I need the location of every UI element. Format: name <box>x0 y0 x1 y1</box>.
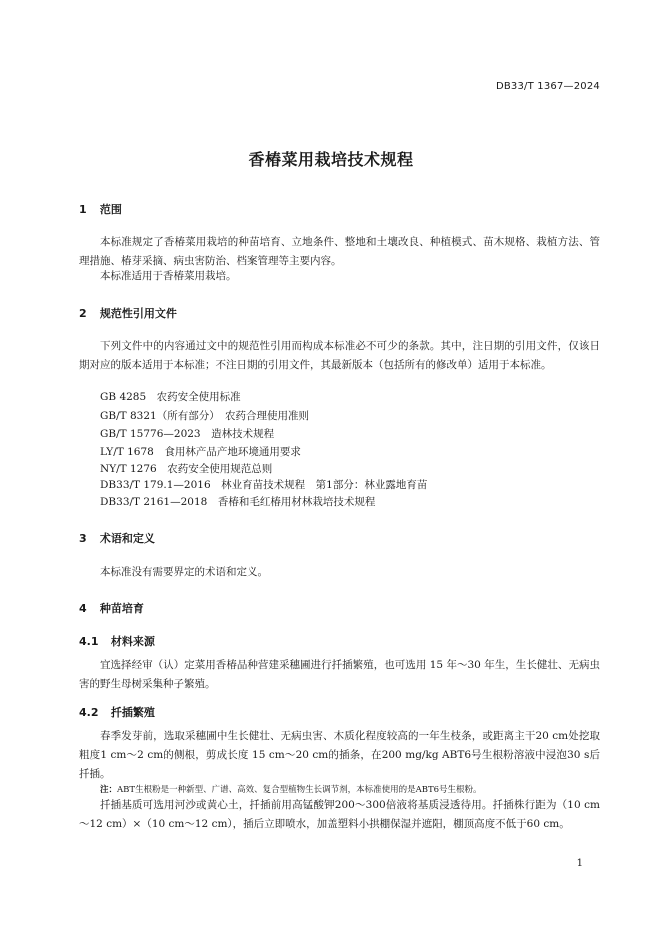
note <box>100 783 600 795</box>
section-number: 2 <box>79 307 87 320</box>
section-1-heading <box>79 201 122 217</box>
section-4-1-paragraph-1: 宜选择经审（认）定菜用香椿品种营建采穗圃进行扦插繁殖，也可选用 15 年～30 年生，生长健壮、无病虫害的野生母树采集种子繁殖。 <box>79 659 600 690</box>
subsection-number: 4.2 <box>79 706 99 719</box>
section-4-heading <box>79 600 144 616</box>
reference-item: GB/T 15776—2023 造林技术规程 <box>100 428 275 440</box>
note-text: ABT生根粉是一种新型、广谱、高效、复合型植物生长调节剂，本标准使用的是ABT6号生根粉。 <box>117 785 482 795</box>
subsection-title: 扦插繁殖 <box>110 706 155 719</box>
subsection-title: 材料来源 <box>110 635 155 648</box>
section-number: 3 <box>79 532 87 545</box>
standard-code: DB33/T 1367—2024 <box>495 81 600 92</box>
section-number: 1 <box>79 203 87 216</box>
section-title: 种苗培育 <box>99 602 144 615</box>
section-1-paragraph-1: 本标准规定了香椿菜用栽培的种苗培育、立地条件、整地和土壤改良、种植模式、苗木规格、栽植方法、管理措施、椿芽采摘、病虫害防治、档案管理等主要内容。 <box>79 236 600 267</box>
reference-item: GB/T 8321（所有部分） 农药合理使用准则 <box>100 410 309 422</box>
document-title: 香椿菜用栽培技术规程 <box>248 150 414 169</box>
section-4-2-paragraph-2: 扦插基质可选用河沙或黄心土，扦插前用高锰酸钾200～300倍液将基质浸透待用。扦插株行距为（10 cm～12 cm）×（10 cm～12 cm），插后立即喷水，加盖塑料小拱棚保湿并遮阳，棚顶高度不低于60 cm。 <box>79 799 600 830</box>
reference-item: NY/T 1276 农药安全使用规范总则 <box>100 463 273 475</box>
section-3-paragraph-1: 本标准没有需要界定的术语和定义。 <box>100 566 268 578</box>
section-2-heading <box>79 305 177 321</box>
reference-item: DB33/T 179.1—2016 林业育苗技术规程 第1部分：林业露地育苗 <box>100 479 428 491</box>
section-4-2-paragraph-1: 春季发芽前，选取采穗圃中生长健壮、无病虫害、木质化程度较高的一年生枝条，或距离主干20 cm处挖取粗度1 cm～2 cm的侧根，剪成长度 15 cm～20 cm的插条，在200 mg/kg ABT6号生根粉溶液中浸泡30 s后扦插。 <box>79 730 600 780</box>
section-number: 4 <box>79 602 87 615</box>
reference-item: LY/T 1678 食用林产品产地环境通用要求 <box>100 446 301 458</box>
page-number: 1 <box>576 858 583 869</box>
section-4-1-heading <box>79 633 155 649</box>
section-1-paragraph-2: 本标准适用于香椿菜用栽培。 <box>100 270 237 282</box>
subsection-number: 4.1 <box>79 635 99 648</box>
reference-item: DB33/T 2161—2018 香椿和毛红椿用材林栽培技术规程 <box>100 496 376 508</box>
section-title: 规范性引用文件 <box>99 307 177 320</box>
section-title: 术语和定义 <box>99 532 155 545</box>
section-title: 范围 <box>99 203 122 216</box>
note-label: 注： <box>100 785 118 795</box>
reference-item: GB 4285 农药安全使用标准 <box>100 391 241 403</box>
section-2-paragraph-1: 下列文件中的内容通过文中的规范性引用而构成本标准必不可少的条款。其中，注日期的引用文件，仅该日期对应的版本适用于本标准；不注日期的引用文件，其最新版本（包括所有的修改单）适用于本标准。 <box>79 340 600 371</box>
section-3-heading <box>79 530 155 546</box>
section-4-2-heading <box>79 704 155 720</box>
